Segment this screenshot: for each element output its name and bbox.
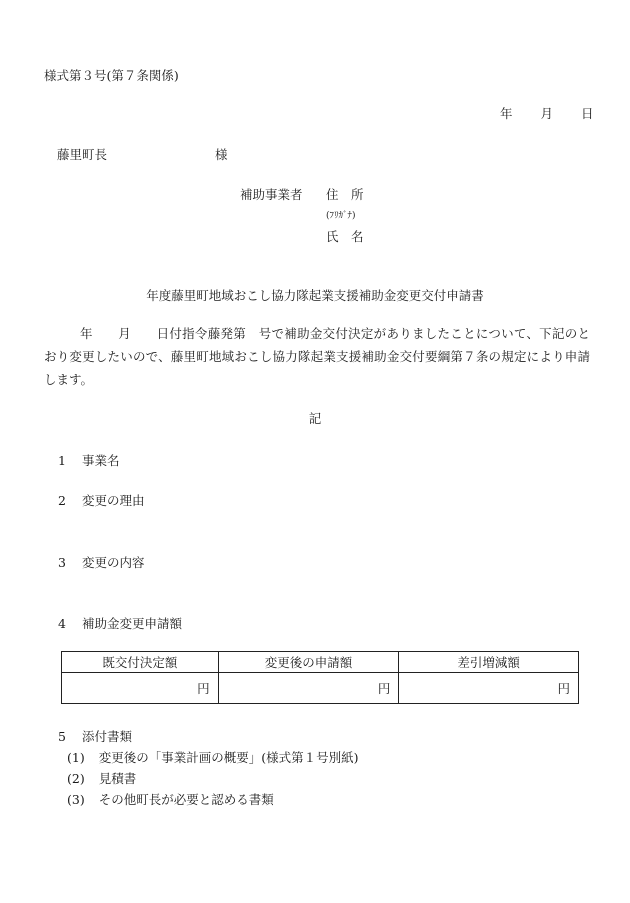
attachment-number: (2)	[67, 771, 85, 786]
item-attachments	[58, 727, 132, 745]
addressee-honorific: 様	[215, 147, 228, 162]
item-change-content	[58, 553, 144, 571]
body-text: 年 月 日付指令藤発第 号で補助金交付決定がありましたことについて、下記のとおり変更したいので、藤里町地域おこし協力隊起業支援補助金交付要綱第７条の規定により申請します。	[44, 326, 590, 387]
item-label: 変更の内容	[81, 555, 145, 570]
item-number: 2	[58, 493, 66, 508]
item-label: 変更の理由	[81, 493, 145, 508]
attachment-text: 見積書	[98, 771, 137, 786]
attachment-text: 変更後の「事業計画の概要」(様式第１号別紙)	[98, 750, 359, 765]
item-change-reason	[58, 491, 144, 509]
date-month: 月	[540, 106, 554, 121]
table-header-row	[62, 652, 579, 673]
attachment-number: (3)	[67, 792, 85, 807]
addressee-name: 藤里町長	[57, 147, 108, 162]
amounts-table	[61, 651, 579, 704]
form-label: 様式第３号(第７条関係)	[44, 68, 179, 83]
applicant-address-label: 住 所	[326, 187, 364, 202]
item-number: 4	[58, 616, 66, 631]
header-prior-grant: 既交付決定額	[62, 652, 219, 673]
date-day: 日	[581, 106, 594, 121]
cell-prior-grant: 円	[62, 673, 219, 704]
applicant-furigana-label: (ﾌﾘｶﾞﾅ)	[326, 211, 356, 221]
item-business-name	[58, 451, 119, 469]
attachment-text: その他町長が必要と認める書類	[98, 792, 274, 807]
cell-difference: 円	[399, 673, 579, 704]
date-line	[500, 104, 594, 122]
item-label: 補助金変更申請額	[81, 616, 182, 631]
item-number: 1	[58, 453, 66, 468]
item-change-amount	[58, 614, 182, 632]
applicant-name-label: 氏 名	[326, 229, 364, 244]
header-revised-request: 変更後の申請額	[218, 652, 399, 673]
item-number: 3	[58, 555, 66, 570]
attachment-item-1	[67, 748, 358, 766]
document-title: 年度藤里町地域おこし協力隊起業支援補助金変更交付申請書	[146, 288, 484, 303]
applicant-role: 補助事業者	[240, 187, 303, 202]
item-label: 事業名	[81, 453, 120, 468]
item-number: 5	[58, 729, 66, 744]
item-label: 添付書類	[81, 729, 132, 744]
attachment-number: (1)	[67, 750, 85, 765]
attachment-item-3	[67, 790, 274, 808]
header-difference: 差引増減額	[399, 652, 579, 673]
cell-revised-request: 円	[218, 673, 399, 704]
date-year: 年	[500, 106, 513, 121]
table-row	[62, 673, 579, 704]
ki-heading: 記	[308, 411, 322, 426]
attachment-item-2	[67, 769, 136, 787]
